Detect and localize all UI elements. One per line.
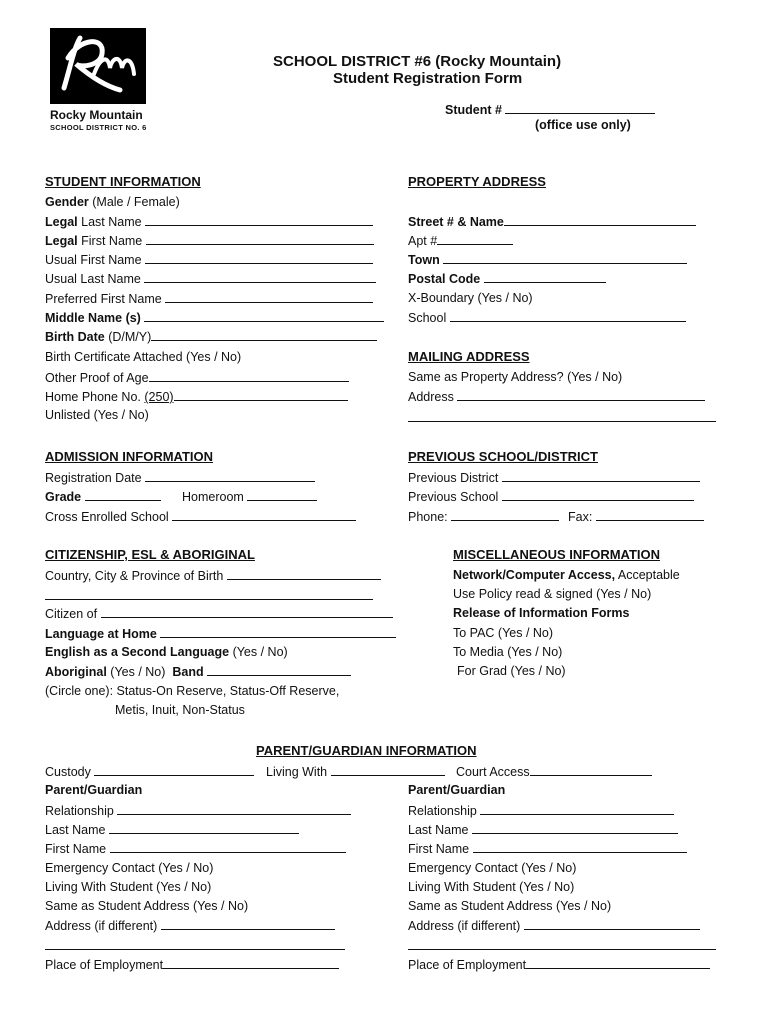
living-with-field[interactable]: Living With — [266, 763, 445, 780]
form-subtitle: Student Registration Form — [333, 70, 523, 87]
esl-field[interactable]: English as a Second Language (Yes / No) — [45, 645, 288, 659]
home-phone-field[interactable]: Home Phone No. (250) — [45, 388, 348, 405]
use-policy-field[interactable]: Use Policy read & signed (Yes / No) — [453, 587, 652, 601]
previous-phone-field[interactable]: Phone: — [408, 508, 559, 525]
postal-code-field[interactable]: Postal Code — [408, 270, 606, 287]
street-field[interactable]: Street # & Name — [408, 213, 696, 230]
district-logo — [50, 28, 146, 104]
form-title: SCHOOL DISTRICT #6 (Rocky Mountain) — [273, 53, 562, 70]
citizen-of-field[interactable]: Citizen of — [45, 605, 393, 622]
previous-fax-field[interactable]: Fax: — [568, 508, 704, 525]
property-address-heading: PROPERTY ADDRESS — [408, 174, 546, 189]
x-boundary-field[interactable]: X-Boundary (Yes / No) — [408, 291, 533, 305]
parent1-address-field[interactable]: Address (if different) — [45, 917, 335, 934]
legal-first-name-field[interactable]: Legal First Name — [45, 232, 374, 249]
logo-subtitle: SCHOOL DISTRICT NO. 6 — [50, 123, 147, 132]
mailing-address-line-2[interactable] — [408, 420, 716, 422]
town-field[interactable]: Town — [408, 251, 687, 268]
homeroom-field[interactable]: Homeroom — [182, 488, 317, 505]
school-field[interactable]: School — [408, 309, 686, 326]
previous-district-field[interactable]: Previous District — [408, 469, 700, 486]
admission-info-heading: ADMISSION INFORMATION — [45, 449, 214, 464]
middle-name-field[interactable]: Middle Name (s) — [45, 309, 384, 326]
parent2-address-line-2[interactable] — [408, 948, 716, 950]
release-media-field[interactable]: To Media (Yes / No) — [453, 645, 563, 659]
previous-school-field[interactable]: Previous School — [408, 488, 694, 505]
other-proof-field[interactable]: Other Proof of Age — [45, 369, 349, 386]
parent-guardian-heading: PARENT/GUARDIAN INFORMATION — [256, 743, 477, 758]
parent2-address-field[interactable]: Address (if different) — [408, 917, 700, 934]
cross-enrolled-field[interactable]: Cross Enrolled School — [45, 508, 356, 525]
parent2-emergency-field[interactable]: Emergency Contact (Yes / No) — [408, 861, 577, 875]
parent2-same-address-field[interactable]: Same as Student Address (Yes / No) — [408, 899, 612, 913]
unlisted-field[interactable]: Unlisted (Yes / No) — [45, 408, 149, 422]
country-of-birth-line-2[interactable] — [45, 598, 373, 600]
mailing-address-field[interactable]: Address — [408, 388, 705, 405]
parent1-address-line-2[interactable] — [45, 948, 345, 950]
parent-guardian-2-label: Parent/Guardian — [408, 783, 506, 797]
parent1-relationship-field[interactable]: Relationship — [45, 802, 351, 819]
registration-date-field[interactable]: Registration Date — [45, 469, 315, 486]
release-forms-label: Release of Information Forms — [453, 606, 630, 620]
legal-last-name-field[interactable]: Legal Last Name — [45, 213, 373, 230]
same-as-property-field[interactable]: Same as Property Address? (Yes / No) — [408, 370, 623, 384]
usual-last-name-field[interactable]: Usual Last Name — [45, 270, 376, 287]
usual-first-name-field[interactable]: Usual First Name — [45, 251, 373, 268]
rm-logo-icon — [50, 28, 146, 104]
release-grad-field[interactable]: For Grad (Yes / No) — [457, 664, 566, 678]
logo-name: Rocky Mountain — [50, 108, 143, 122]
office-use-note: (office use only) — [535, 118, 631, 132]
country-of-birth-field[interactable]: Country, City & Province of Birth — [45, 567, 381, 584]
student-number-field[interactable]: Student # — [445, 101, 655, 118]
parent2-first-name-field[interactable]: First Name — [408, 840, 687, 857]
grade-field[interactable]: Grade — [45, 488, 161, 505]
parent1-last-name-field[interactable]: Last Name — [45, 821, 299, 838]
mailing-address-heading: MAILING ADDRESS — [408, 349, 530, 364]
birth-date-field[interactable]: Birth Date (D/M/Y) — [45, 328, 377, 345]
parent2-living-with-field[interactable]: Living With Student (Yes / No) — [408, 880, 575, 894]
preferred-first-name-field[interactable]: Preferred First Name — [45, 290, 373, 307]
previous-school-heading: PREVIOUS SCHOOL/DISTRICT — [408, 449, 598, 464]
circle-one-text-2[interactable]: Metis, Inuit, Non-Status — [115, 703, 245, 717]
misc-info-heading: MISCELLANEOUS INFORMATION — [453, 547, 661, 562]
custody-field[interactable]: Custody — [45, 763, 254, 780]
aboriginal-field[interactable]: Aboriginal (Yes / No) Band — [45, 663, 351, 680]
release-pac-field[interactable]: To PAC (Yes / No) — [453, 626, 554, 640]
parent1-living-with-field[interactable]: Living With Student (Yes / No) — [45, 880, 212, 894]
gender-field[interactable]: Gender (Male / Female) — [45, 195, 180, 209]
parent1-employment-field[interactable]: Place of Employment — [45, 956, 339, 973]
apt-field[interactable]: Apt # — [408, 232, 513, 249]
parent2-last-name-field[interactable]: Last Name — [408, 821, 678, 838]
circle-one-text[interactable]: (Circle one): Status-On Reserve, Status-Off Reserve, — [45, 684, 340, 698]
parent-guardian-1-label: Parent/Guardian — [45, 783, 143, 797]
network-access-field[interactable]: Network/Computer Access, Acceptable — [453, 568, 680, 582]
language-at-home-field[interactable]: Language at Home — [45, 625, 396, 642]
parent1-same-address-field[interactable]: Same as Student Address (Yes / No) — [45, 899, 249, 913]
court-access-field[interactable]: Court Access — [456, 763, 652, 780]
parent1-emergency-field[interactable]: Emergency Contact (Yes / No) — [45, 861, 214, 875]
student-info-heading: STUDENT INFORMATION — [45, 174, 201, 189]
birth-certificate-field[interactable]: Birth Certificate Attached (Yes / No) — [45, 350, 242, 364]
parent2-employment-field[interactable]: Place of Employment — [408, 956, 710, 973]
parent2-relationship-field[interactable]: Relationship — [408, 802, 674, 819]
parent1-first-name-field[interactable]: First Name — [45, 840, 346, 857]
citizenship-heading: CITIZENSHIP, ESL & ABORIGINAL — [45, 547, 255, 562]
